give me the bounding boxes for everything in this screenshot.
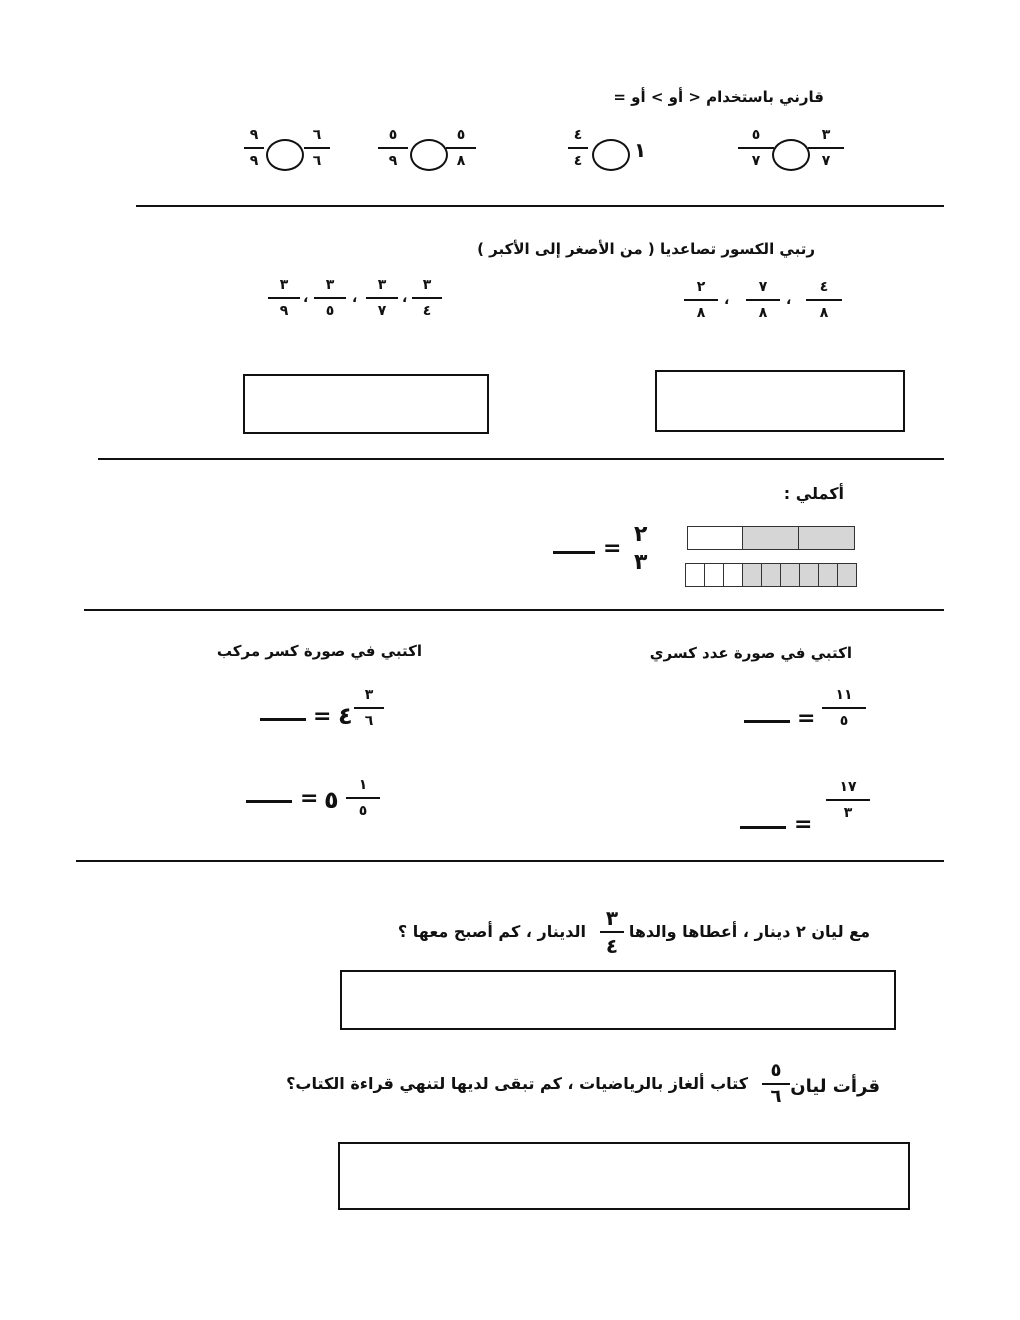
complete-instruction: أكملي :: [783, 484, 844, 503]
section-divider: [76, 860, 944, 862]
compare-circle[interactable]: [592, 139, 630, 171]
fraction: ٣ ٤: [600, 908, 624, 956]
section-divider: [84, 609, 944, 611]
fraction: ٥ ٦: [762, 1062, 790, 1106]
answer-box[interactable]: [243, 374, 489, 434]
bar-part-shaded: [798, 526, 855, 550]
fraction-denominator: ٣: [634, 550, 648, 575]
fraction-numerator: ٢: [634, 522, 648, 547]
equals-sign: =: [300, 786, 319, 811]
fraction: ٩ ٩: [244, 128, 264, 168]
answer-box[interactable]: [340, 970, 896, 1030]
separator: ،: [786, 292, 792, 308]
fraction: ٣ ٦: [354, 688, 384, 728]
whole-number: ٥: [324, 786, 339, 814]
compare-circle[interactable]: [266, 139, 304, 171]
order-instruction: رتبي الكسور تصاعديا ( من الأصغر إلى الأكبر ): [477, 240, 815, 258]
separator: ،: [352, 290, 358, 306]
fraction: ٣ ٥: [314, 278, 346, 318]
fraction: ٧ ٨: [746, 280, 780, 320]
section-divider: [98, 458, 944, 460]
bar-part-shaded: [761, 563, 781, 587]
fraction: ٦ ٦: [304, 128, 330, 168]
bar-part: [685, 563, 705, 587]
bar-part: [687, 526, 743, 550]
bar-part-shaded: [818, 563, 838, 587]
bar-part-shaded: [780, 563, 800, 587]
fraction: ٤ ٤: [568, 128, 588, 168]
separator: ،: [724, 292, 730, 308]
compare-circle[interactable]: [772, 139, 810, 171]
question-1-part2: الدينار ، كم أصبح معها ؟: [397, 922, 586, 941]
fraction: ٣ ٧: [366, 278, 398, 318]
bar-part-shaded: [837, 563, 857, 587]
fraction: ٤ ٨: [806, 280, 842, 320]
fraction: ١١ ٥: [822, 688, 866, 728]
fraction: ٥ ٩: [378, 128, 408, 168]
bar-part-shaded: [799, 563, 819, 587]
question-1-part1: مع ليان ٢ دينار ، أعطاها والدها: [628, 922, 870, 941]
fraction: ١ ٥: [346, 778, 380, 818]
fraction: ٣ ٤: [412, 278, 442, 318]
answer-blank[interactable]: [744, 720, 790, 723]
answer-blank[interactable]: [740, 826, 786, 829]
answer-box[interactable]: [655, 370, 905, 432]
fraction: ٥ ٧: [738, 128, 774, 168]
mixed-title: اكتبي في صورة عدد كسري: [649, 644, 852, 662]
whole-number: ٤: [338, 702, 353, 730]
equals-sign: =: [794, 812, 813, 837]
bar-part: [704, 563, 724, 587]
improper-title: اكتبي في صورة كسر مركب: [216, 642, 422, 660]
fraction: ٣ ٩: [268, 278, 300, 318]
bar-part-shaded: [742, 526, 799, 550]
bar-part: [723, 563, 743, 587]
fraction: ٢ ٨: [684, 280, 718, 320]
answer-blank[interactable]: [553, 551, 595, 554]
compare-circle[interactable]: [410, 139, 448, 171]
compare-instruction: قارني باستخدام < أو > أو =: [613, 88, 824, 106]
question-2-part2: كتاب ألغاز بالرياضيات ، كم تبقى لديها لتنهي قراءة الكتاب؟: [286, 1074, 748, 1093]
fraction: ٥ ٨: [446, 128, 476, 168]
whole-number: ١: [634, 138, 647, 162]
question-2-part1: قرأت ليان: [790, 1076, 880, 1097]
fraction: ٣ ٧: [808, 128, 844, 168]
equals-sign: =: [603, 536, 622, 561]
separator: ،: [402, 290, 408, 306]
equals-sign: =: [313, 704, 332, 729]
bar-part-shaded: [742, 563, 762, 587]
answer-blank[interactable]: [260, 718, 306, 721]
separator: ،: [303, 290, 309, 306]
answer-blank[interactable]: [246, 800, 292, 803]
answer-box[interactable]: [338, 1142, 910, 1210]
equals-sign: =: [797, 706, 816, 731]
section-divider: [136, 205, 944, 207]
fraction: ١٧ ٣: [826, 780, 870, 820]
